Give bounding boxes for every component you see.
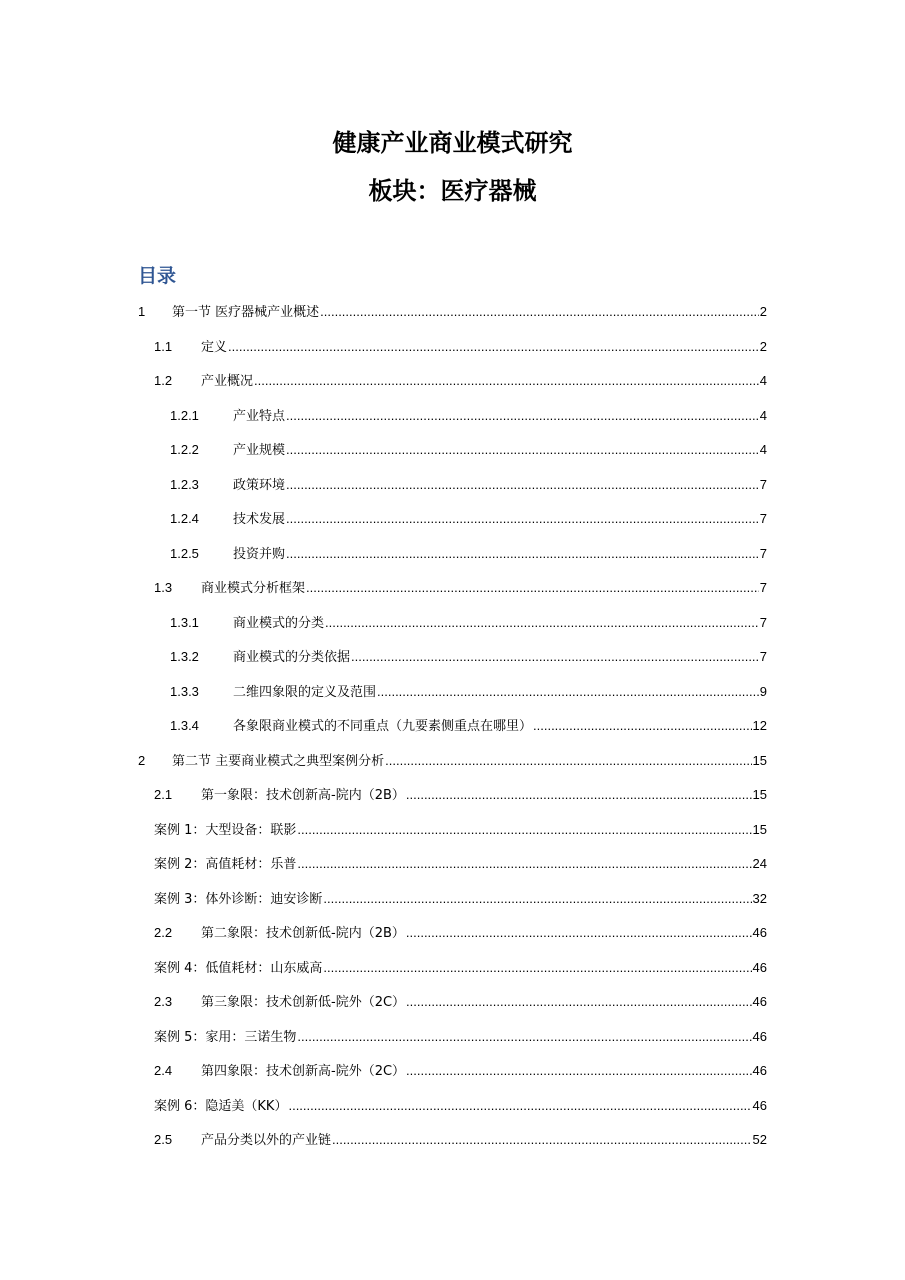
toc-entry-number: 2.1 [154, 787, 173, 802]
toc-dot-leader [288, 1094, 751, 1118]
toc-entry[interactable] [154, 990, 767, 1014]
toc-entry[interactable] [138, 300, 767, 324]
toc-entry-number: 2 [138, 752, 146, 768]
toc-entry-title: 案例 2：高值耗材：乐普 [154, 857, 297, 872]
toc-entry-number: 2.5 [154, 1132, 173, 1147]
toc-entry-title: 投资并购 [233, 546, 286, 562]
toc-entry[interactable] [170, 507, 767, 531]
toc-entry-number: 1.3.3 [170, 683, 199, 699]
toc-entry-page-number: 7 [759, 649, 767, 664]
toc-entry-title: 案例 4：低值耗材：山东威高 [154, 960, 323, 976]
toc-entry-page-number: 46 [752, 925, 767, 940]
toc-entry-page-number: 7 [759, 476, 767, 492]
toc-entry[interactable] [170, 680, 767, 704]
toc-entry-number: 1.3 [154, 580, 173, 595]
toc-entry-page-number: 9 [759, 683, 767, 699]
toc-dot-leader [286, 542, 759, 566]
toc-entry-title: 政策环境 [233, 477, 286, 493]
toc-entry-title: 第二象限：技术创新低-院内（2B） [201, 926, 405, 941]
toc-dot-leader [297, 852, 751, 876]
toc-entry-number: 1.2.4 [170, 511, 199, 526]
toc-entry-page-number: 15 [752, 821, 767, 837]
toc-entry[interactable] [154, 921, 767, 945]
toc-entry-title: 案例 1：大型设备：联影 [154, 822, 297, 838]
document-title: 健康产业商业模式研究 [332, 129, 573, 157]
toc-entry-title: 第一象限：技术创新高-院内（2B） [201, 788, 405, 803]
toc-entry-title: 第三象限：技术创新低-院外（2C） [201, 995, 406, 1010]
toc-entry-title: 第四象限：技术创新高-院外（2C） [201, 1064, 406, 1079]
toc-entry[interactable] [154, 783, 767, 807]
toc-entry[interactable] [170, 611, 767, 635]
toc-entry-page-number: 4 [759, 442, 767, 457]
toc-entry-title: 案例 6：隐适美（KK） [154, 1098, 288, 1114]
toc-entry-page-number: 4 [759, 373, 767, 388]
toc-entry-page-number: 7 [759, 614, 767, 630]
toc-entry[interactable] [170, 645, 767, 669]
toc-entry-title: 第二节 主要商业模式之典型案例分析 [172, 753, 385, 769]
toc-dot-leader [323, 956, 751, 980]
toc-entry[interactable] [170, 404, 767, 428]
toc-entry-title: 技术发展 [233, 512, 286, 527]
toc-entry-title: 二维四象限的定义及范围 [233, 684, 377, 700]
toc-dot-leader [297, 818, 751, 842]
toc-entry-page-number: 4 [759, 407, 767, 423]
toc-entry-page-number: 15 [752, 787, 767, 802]
toc-entry[interactable] [170, 714, 767, 738]
toc-dot-leader [406, 1059, 751, 1083]
toc-entry-number: 1.2.2 [170, 442, 199, 457]
toc-dot-leader [254, 369, 759, 393]
toc-entry-page-number: 46 [752, 1028, 767, 1044]
toc-entry-page-number: 32 [752, 890, 767, 906]
toc-entry-number: 1.2 [154, 373, 173, 388]
toc-entry-page-number: 15 [752, 752, 767, 768]
toc-entry-title: 商业模式分析框架 [201, 581, 306, 596]
toc-entry-number: 2.3 [154, 994, 173, 1009]
toc-entry[interactable] [170, 542, 767, 566]
toc-dot-leader [351, 645, 759, 669]
toc-entry-title: 商业模式的分类依据 [233, 650, 351, 665]
toc-entry[interactable] [154, 818, 767, 842]
toc-entry-title: 商业模式的分类 [233, 615, 325, 631]
toc-entry-number: 1 [138, 304, 146, 319]
toc-entry[interactable] [154, 1059, 767, 1083]
toc-dot-leader [323, 887, 751, 911]
toc-entry-number: 1.3.2 [170, 649, 199, 664]
toc-entry-page-number: 12 [752, 718, 767, 733]
toc-dot-leader [533, 714, 752, 738]
toc-entry-page-number: 2 [759, 338, 767, 354]
toc-dot-leader [406, 990, 751, 1014]
toc-entry-title: 各象限商业模式的不同重点（九要素侧重点在哪里） [233, 719, 533, 734]
toc-entry[interactable] [154, 369, 767, 393]
toc-entry-page-number: 46 [752, 1097, 767, 1113]
toc-entry[interactable] [170, 473, 767, 497]
toc-dot-leader [406, 783, 752, 807]
toc-dot-leader [286, 404, 759, 428]
toc-entry-number: 2.2 [154, 925, 173, 940]
toc-dot-leader [377, 680, 759, 704]
toc-entry-title: 案例 5：家用：三诺生物 [154, 1029, 297, 1045]
toc-entry-page-number: 7 [759, 545, 767, 561]
toc-entry-page-number: 52 [752, 1132, 767, 1147]
toc-entry-number: 2.4 [154, 1063, 173, 1078]
toc-entry-page-number: 24 [752, 856, 767, 871]
toc-entry[interactable] [154, 887, 767, 911]
toc-dot-leader [325, 611, 759, 635]
toc-dot-leader [297, 1025, 751, 1049]
toc-entry-title: 产业概况 [201, 374, 254, 389]
toc-entry[interactable] [170, 438, 767, 462]
toc-dot-leader [406, 921, 752, 945]
toc-entry[interactable] [154, 956, 767, 980]
toc-entry[interactable] [154, 576, 767, 600]
toc-entry-number: 1.2.3 [170, 476, 199, 492]
toc-entry[interactable] [154, 1094, 767, 1118]
toc-entry-number: 1.3.4 [170, 718, 199, 733]
toc-entry-number: 1.2.1 [170, 407, 199, 423]
toc-dot-leader [320, 300, 759, 324]
toc-entry-page-number: 46 [752, 1063, 767, 1078]
toc-dot-leader [286, 473, 759, 497]
toc-dot-leader [306, 576, 759, 600]
toc-dot-leader [385, 749, 751, 773]
toc-dot-leader [332, 1128, 752, 1152]
toc-entry[interactable] [138, 749, 767, 773]
toc-entry-title: 产业特点 [233, 408, 286, 424]
toc-entry-page-number: 2 [759, 304, 767, 319]
toc-entry-page-number: 46 [752, 959, 767, 975]
toc-entry[interactable] [154, 1025, 767, 1049]
toc-dot-leader [286, 438, 759, 462]
toc-entry-number: 1.3.1 [170, 614, 199, 630]
toc-entry[interactable] [154, 852, 767, 876]
toc-entry-page-number: 7 [759, 511, 767, 526]
toc-entry-title: 第一节 医疗器械产业概述 [172, 305, 320, 320]
toc-entry[interactable] [154, 335, 767, 359]
document-subtitle: 板块：医疗器械 [368, 177, 537, 205]
toc-entry-title: 产业规模 [233, 443, 286, 458]
toc-dot-leader [228, 335, 759, 359]
toc-heading: 目录 [138, 265, 177, 287]
toc-entry-title: 定义 [201, 339, 228, 355]
toc-entry-title: 产品分类以外的产业链 [201, 1133, 332, 1148]
toc-entry-page-number: 46 [752, 994, 767, 1009]
toc-entry-number: 1.2.5 [170, 545, 199, 561]
toc-entry-number: 1.1 [154, 338, 173, 354]
toc-entry-title: 案例 3：体外诊断：迪安诊断 [154, 891, 323, 907]
toc-entry[interactable] [154, 1128, 767, 1152]
toc-entry-page-number: 7 [759, 580, 767, 595]
toc-dot-leader [286, 507, 759, 531]
